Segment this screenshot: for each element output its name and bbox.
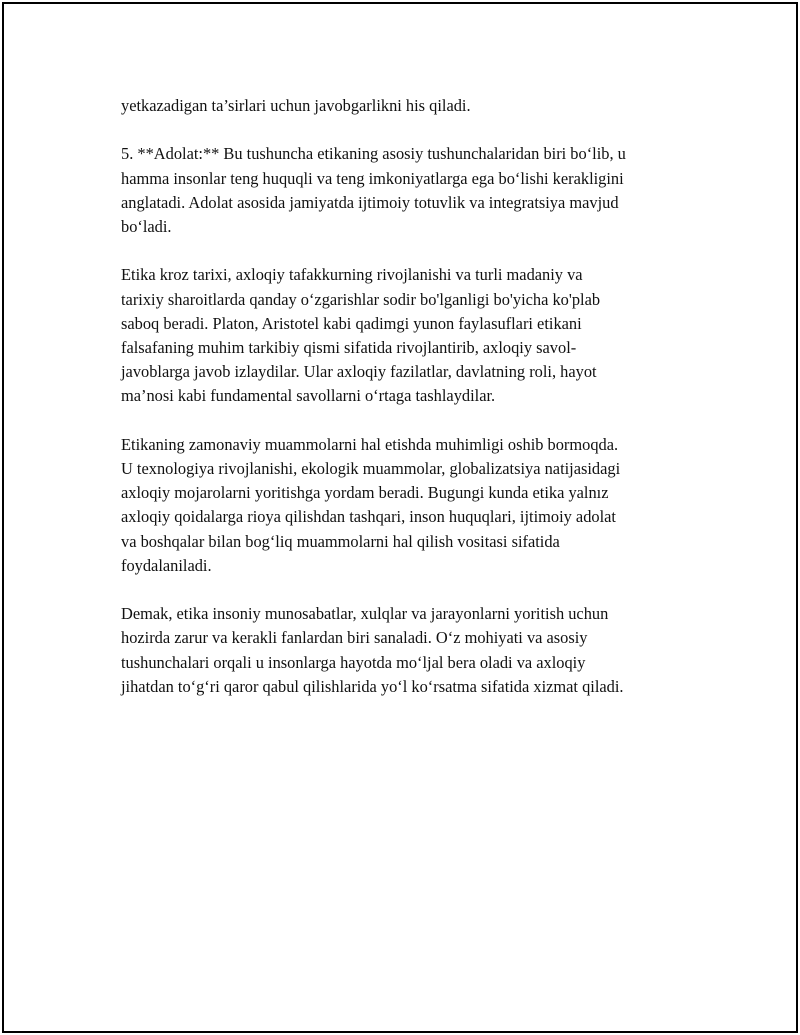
paragraph-conclusion: Demak, etika insoniy munosabatlar, xulqlar va jarayonlarni yoritish uchun hozirda zarur va kerakli fanlardan biri sanaladi. O‘z mohiyati va asosiy tushunchalari orqali u insonlarga hayotda mo‘ljal bera oladi va axloqiy jihatdan to‘g‘ri qaror qabul qilishlarida yo‘l ko‘rsatma sifatida xizmat qiladi. — [121, 604, 624, 696]
document-body — [121, 94, 701, 723]
paragraph-justice: 5. **Adolat:** Bu tushuncha etikaning asosiy tushunchalaridan biri bo‘lib, u hamma insonlar teng huquqli va teng imkoniyatlarga ega bo‘lishi kerakligini anglatadi. Adolat asosida jamiyatda ijtimoiy totuvlik va integratsiya mavjud bo‘ladi. — [121, 144, 626, 236]
page-frame — [2, 2, 798, 1033]
paragraph-modern-relevance: Etikaning zamonaviy muammolarni hal etishda muhimligi oshib bormoqda. U texnologiya rivojlanishi, ekologik muammolar, globalizatsiya natijasidagi axloqiy mojarolarni yoritishga yordam beradi. Bugungi kunda etika yalnız axloqiy qoidalarga rioya qilishdan tashqari, inson huquqlari, ijtimoiy adolat va boshqalar bilan bog‘liq muammolarni hal qilish vositasi sifatida foydalaniladi. — [121, 434, 621, 575]
paragraph-responsibility-end: yetkazadigan ta’sirlari uchun javobgarlikni his qiladi. — [121, 96, 471, 115]
paragraph-ethics-history: Etika kroz tarixi, axloqiy tafakkurning rivojlanishi va turli madaniy va tarixiy sharoitlarda qanday o‘zgarishlar sodir bo'lganligi bo'yicha ko'plab saboq beradi. Platon, Aristotel kabi qadimgi yunon faylasuflari etikani falsafaning muhim tarkibiy qismi sifatida rivojlantirib, axloqiy savol- javoblarga javob izlaydilar. Ular axloqiy fazilatlar, davlatning roli, hayot ma’nosi kabi fundamental savollarni o‘rtaga tashlaydilar. — [121, 265, 601, 406]
